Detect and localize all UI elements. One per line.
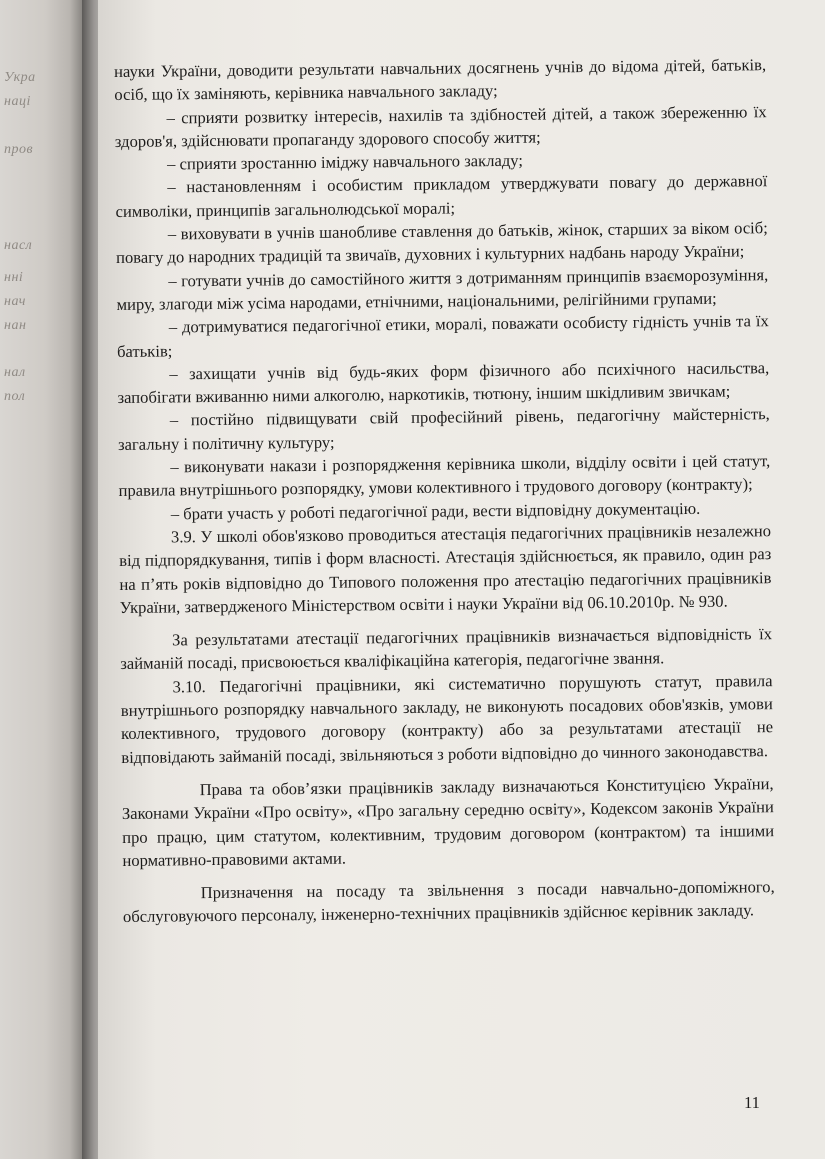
adjacent-page-fragment: нні <box>4 270 24 285</box>
adjacent-page-fragment: нал <box>4 365 26 380</box>
duty-item: – виховувати в учнів шанобливе ставлення до батьків, жінок, старших за віком осіб; повагу до народних традицій та звичаїв, духовних і культурних надбань народу України; <box>115 218 768 268</box>
section-3-10: 3.10. Педагогічні працівники, які систематично порушують статут, правила внутрішнього розпорядку навчального закладу, не виконують посадових обов'язків, умови колективного, трудового договору (контракту) або за результатами атестації не відповідають займаній посаді, звільняються з роботи відповідно до чинного законодавства. <box>120 670 774 767</box>
duty-item: – готувати учнів до самостійного життя з дотриманням принципів взаєморозуміння, миру, злагоди між усіма народами, етнічними, національними, релігійними групами; <box>116 264 769 314</box>
page-number: 11 <box>744 1093 760 1112</box>
staff-appointment: Призначення на посаду та звільнення з посади навчально-допоміжного, обслуговуючого персоналу, інженерно-технічних працівників здійснює керівник закладу. <box>122 877 775 927</box>
attestation-results: За результатами атестації педагогічних працівників визначається відповідність їх займаній посаді, присвоюється кваліфікаційна категорія, педагогічне звання. <box>120 624 773 674</box>
adjacent-page-fragment: пол <box>4 389 26 404</box>
adjacent-page-fragment: насл <box>4 238 33 253</box>
duty-item: – настановленням і особистим прикладом утверджувати повагу до державної символіки, принципів загальнолюдської моралі; <box>115 171 768 221</box>
paragraph-continuation: науки України, доводити результати навчальних досягнень учнів до відома дітей, батьків, осіб, що їх заміняють, керівника навчального закладу; <box>114 55 767 105</box>
duty-item: – захищати учнів від будь-яких форм фізичного або психічного насильства, запобігати вживанню ними алкоголю, наркотиків, тютюну, іншим шкідливим звичкам; <box>117 358 770 408</box>
adjacent-page-fragment: наці <box>4 94 31 109</box>
adjacent-page-fragment: нан <box>4 318 27 333</box>
document-page <box>98 0 825 1159</box>
adjacent-page-fragment: Укра <box>4 70 36 85</box>
adjacent-page-edge <box>0 0 82 1159</box>
duty-item: – дотримуватися педагогічної етики, моралі, поважати особисту гідність учнів та їх батьків; <box>116 311 769 361</box>
duty-item: – сприяти розвитку інтересів, нахилів та здібностей дітей, а також збереженню їх здоров'я, здійснювати пропаганду здорового способу життя; <box>114 101 767 151</box>
rights-and-duties: Права та обов’язки працівників закладу визначаються Конституцією України, Законами України «Про освіту», «Про загальну середню освіту», Кодексом законів України про працю, цим статутом, колективним, трудовим договором (контрактом) та іншими нормативно-правовими актами. <box>121 774 775 870</box>
duty-item: – виконувати накази і розпорядження керівника школи, відділу освіти і цей статут, правила внутрішнього розпорядку, умови колективного і трудового договору (контракту); <box>118 451 771 501</box>
duty-item: – брати участь у роботі педагогічної ради, вести відповідну документацію. <box>170 498 701 524</box>
adjacent-page-fragment: нач <box>4 294 26 309</box>
document-body <box>114 53 775 928</box>
adjacent-page-fragment: пров <box>4 142 34 157</box>
section-3-9: 3.9. У школі обов'язково проводиться атестація педагогічних працівників незалежно від підпорядкування, типів і форм власності. Атестація здійснюється, як правило, один раз на п’ять років відповідно до Типового положення про атестацію педагогічних працівників України, затвердженого Міністерством освіти і науки України від 06.10.2010р. № 930. <box>119 521 772 617</box>
duty-item: – постійно підвищувати свій професійний рівень, педагогічну майстерність, загальну і політичну культуру; <box>117 404 770 454</box>
duty-item: – сприяти зростанню іміджу навчального закладу; <box>166 150 524 174</box>
